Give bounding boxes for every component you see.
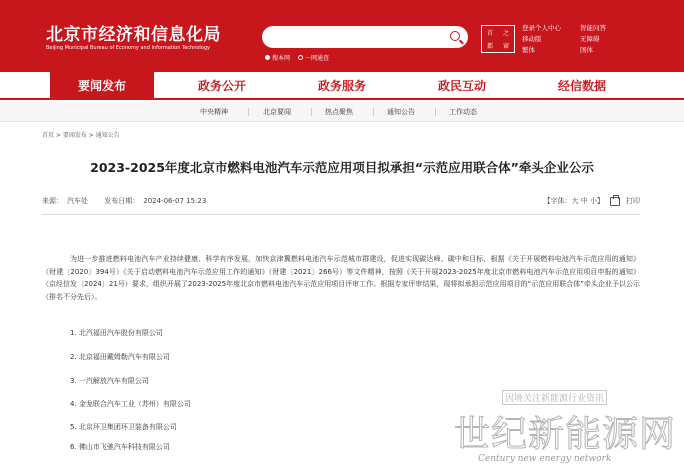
main-nav <box>0 72 684 100</box>
toplink-smart-qa[interactable]: 智能问答 <box>580 24 606 32</box>
toplink-mobile[interactable]: 移动版 <box>522 35 542 43</box>
article-paragraph: 为进一步推进燃料电池汽车产业持续健康、科学有序发展，加快京津冀燃料电池汽车示范城市群建设，促进实现碳达峰、碳中和目标，根据《关于开展燃料电池汽车示范应用的通知》（财建〔2020〕394号）《关于启动燃料电池汽车示范应用工作的通知》（财建〔2021〕266号）等文件精神，按照《关于开展2023-2025年度北京市燃料电池汽车示范应用项目申报的通知》（京经信发〔2024〕21号）要求，组织开展了2023-2025年度北京市燃料电池汽车示范应用项目评审工作。根据专家评审结果，现将拟承担示范应用项目的“示范应用联合体”牵头企业予以公示（排名不分先后）。 <box>42 255 640 301</box>
nav-item-gov-affairs[interactable]: 政务公开 <box>197 79 246 93</box>
search-scope-all-label: 一网通查 <box>305 55 330 62</box>
list-item: 2. 北京福田戴姆勒汽车有限公司 <box>70 353 170 361</box>
subnav-item-hot-topics[interactable]: 热点聚焦 <box>325 108 353 116</box>
subnav-divider <box>373 108 374 116</box>
list-item: 6. 佛山市飞驰汽车科技有限公司 <box>70 443 170 451</box>
list-item: 5. 北京环卫集团环卫装备有限公司 <box>70 423 177 431</box>
site-header <box>0 0 684 72</box>
radio-unselected-icon <box>298 55 303 60</box>
radio-selected-icon <box>265 55 270 60</box>
search-input[interactable] <box>262 26 468 48</box>
source-label: 来源： <box>42 197 63 205</box>
article-meta <box>42 196 640 208</box>
font-size-selector[interactable]: 【字体：大 中 小】 <box>543 197 604 205</box>
list-item: 4. 金龙联合汽车工业（苏州）有限公司 <box>70 400 191 408</box>
date-label: 发布日期： <box>104 197 140 205</box>
nav-item-interaction[interactable]: 政民互动 <box>437 79 486 93</box>
search-scope-all[interactable] <box>298 53 329 62</box>
breadcrumb[interactable]: 首页 > 要闻发布 > 通知公告 <box>42 132 120 139</box>
seal-char: 窗 <box>502 43 509 50</box>
toplink-national[interactable]: 国体 <box>580 46 593 54</box>
list-item: 1. 北汽福田汽车股份有限公司 <box>70 329 163 337</box>
subnav-item-beijing-news[interactable]: 北京要闻 <box>263 108 291 116</box>
toplink-traditional[interactable]: 繁体 <box>522 46 535 54</box>
site-logo-title[interactable]: 北京市经济和信息化局 <box>46 25 221 45</box>
nav-item-news[interactable]: 要闻发布 <box>50 72 154 100</box>
search-scope-site[interactable] <box>265 53 290 62</box>
toplink-accessibility[interactable]: 无障碍 <box>580 35 600 43</box>
search-icon[interactable] <box>450 31 460 41</box>
subnav-item-notices[interactable]: 通知公告 <box>387 108 415 116</box>
list-item: 3. 一汽解放汽车有限公司 <box>70 377 149 385</box>
date-value: 2024-06-07 15:23 <box>143 197 207 205</box>
nav-item-gov-services[interactable]: 政务服务 <box>317 79 366 93</box>
seal-char: 首 <box>486 30 493 37</box>
seal-char: 都 <box>486 43 493 50</box>
subnav-divider <box>248 108 249 116</box>
toplink-login[interactable]: 登录个人中心 <box>522 24 561 32</box>
subnav-divider <box>435 108 436 116</box>
sub-nav <box>0 102 684 122</box>
site-logo-subtitle: Beijing Municipal Bureau of Economy and Information Technology <box>46 45 211 51</box>
search-scope-site-label: 搜本网 <box>272 55 291 62</box>
print-button[interactable]: 打印 <box>626 197 640 205</box>
capital-window-seal-icon[interactable] <box>481 25 515 53</box>
article-body <box>42 253 640 303</box>
source-value: 汽车处 <box>67 197 88 205</box>
subnav-item-central[interactable]: 中央精神 <box>200 108 228 116</box>
watermark-logo: 世纪新能源网 <box>454 414 677 455</box>
page-title: 2023-2025年度北京市燃料电池汽车示范应用项目拟承担“示范应用联合体”牵头企业公示 <box>90 160 594 175</box>
watermark-tag: 因境关注新能源行业资讯 <box>502 390 607 405</box>
top-links <box>522 23 630 54</box>
subnav-item-work-news[interactable]: 工作动态 <box>449 108 477 116</box>
seal-char: 之 <box>502 30 509 37</box>
subnav-divider <box>311 108 312 116</box>
watermark-english: Century new energy network <box>478 454 612 464</box>
print-icon[interactable] <box>610 197 620 206</box>
search-scope-options <box>265 53 329 62</box>
nav-item-data[interactable]: 经信数据 <box>557 79 606 93</box>
meta-divider <box>42 214 640 215</box>
